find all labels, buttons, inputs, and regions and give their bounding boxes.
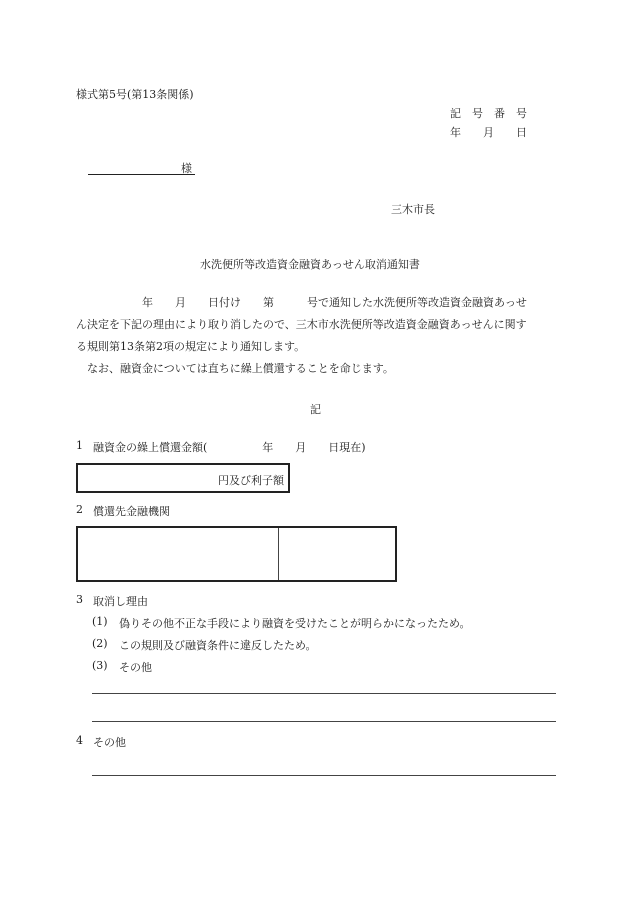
date-line: 年 月 日 xyxy=(450,126,527,139)
reason-2-number: (2) xyxy=(92,637,108,650)
body-line-1: 年 月 日付け 第 号で通知した水洗便所等改造資金融資あっせ xyxy=(76,296,527,309)
other-line xyxy=(92,775,556,776)
reason-3-text: その他 xyxy=(119,661,152,674)
addressee-underline xyxy=(88,174,195,175)
reason-3-number: (3) xyxy=(92,659,108,672)
other-reason-line-1 xyxy=(92,693,556,694)
repayment-amount-unit: 円及び利子額 xyxy=(218,474,284,487)
financial-institution-box xyxy=(76,526,397,582)
item1-label: 融資金の繰上償還金額( 年 月 日現在) xyxy=(93,441,366,454)
other-reason-line-2 xyxy=(92,721,556,722)
body-line-4: なお、融資金については直ちに繰上償還することを命じます。 xyxy=(76,362,394,375)
item4-label: その他 xyxy=(93,736,126,749)
item3-number: 3 xyxy=(76,593,83,606)
ki-heading: 記 xyxy=(310,403,321,416)
body-line-2: ん決定を下記の理由により取り消したので、三木市水洗便所等改造資金融資あっせんに関す xyxy=(76,318,527,331)
body-paragraph xyxy=(76,292,562,380)
addressee-honorific: 様 xyxy=(181,162,192,175)
item3-label: 取消し理由 xyxy=(93,595,148,608)
institution-box-divider xyxy=(278,528,279,580)
item4-number: 4 xyxy=(76,734,83,747)
item2-number: 2 xyxy=(76,503,83,516)
document-title: 水洗便所等改造資金融資あっせん取消通知書 xyxy=(200,258,420,271)
body-line-3: る規則第13条第2項の規定により通知します。 xyxy=(76,340,306,353)
reason-2-text: この規則及び融資条件に違反したため。 xyxy=(119,639,317,652)
reason-1-text: 偽りその他不正な手段により融資を受けたことが明らかになったため。 xyxy=(119,617,471,630)
record-number: 記 号 番 号 xyxy=(450,107,527,120)
issuer-name: 三木市長 xyxy=(391,203,435,216)
form-number: 様式第5号(第13条関係) xyxy=(76,88,194,101)
reason-1-number: (1) xyxy=(92,615,108,628)
item2-label: 償還先金融機関 xyxy=(93,505,170,518)
repayment-amount-box xyxy=(76,463,290,493)
item1-number: 1 xyxy=(76,439,83,452)
